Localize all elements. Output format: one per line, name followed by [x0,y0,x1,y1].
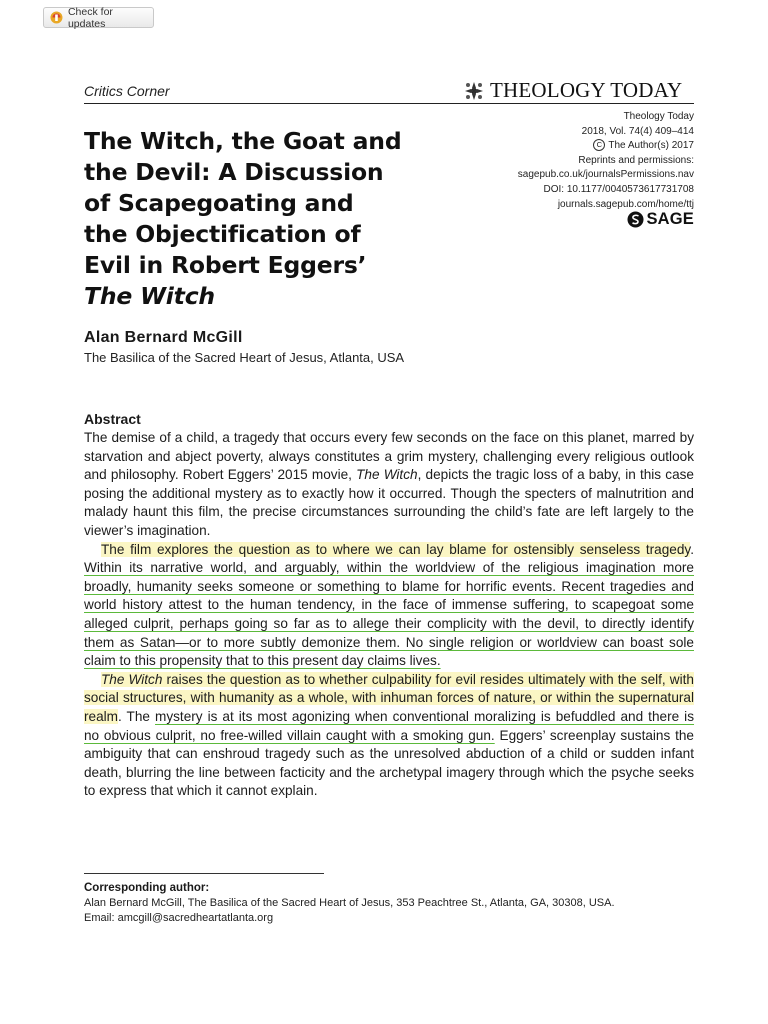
title-line: of Scapegoating and [84,189,354,217]
abstract-text: The demise of a child, a tragedy that occurs every few seconds on the face on this planet, marred by starvation and abject poverty, always constitutes a grim mystery, challenging every religious outlook and philosophy. Robert Eggers’ 2015 movie, [84,430,694,483]
meta-volume: 2018, Vol. 74(4) 409–414 [581,125,694,137]
abstract-text: raises the question as to whether culpability for evil resides ultimately with the self, with social structures, with humanity as a whole, with inhuman forces of nature, or within the supernatural realm [84,671,694,724]
footnote-rule [84,873,324,874]
author-name: Alan Bernard McGill [84,329,243,346]
meta-doi[interactable]: DOI: 10.1177/0040573617731708 [543,183,694,195]
article-meta [518,110,694,212]
sage-emblem-icon [627,211,644,228]
abstract-paragraph [84,541,694,671]
title-line: Evil in Robert Eggers’ [84,251,367,279]
abstract-italic: The Witch [356,467,418,483]
title-italic-line: The Witch [84,282,215,310]
abstract-paragraph [84,429,694,541]
meta-journal: Theology Today [623,111,694,122]
footnote-address: Alan Bernard McGill, The Basilica of the Sacred Heart of Jesus, 353 Peachtree St., Atlanta, GA, 30308, USA. [84,897,615,909]
highlighted-text: The film explores the question as to where we can lay blame for ostensibly senseless tragedy [101,541,691,557]
abstract-heading: Abstract [84,411,141,427]
footnote-heading: Corresponding author: [84,882,210,894]
meta-reprints: Reprints and permissions: [578,154,694,166]
section-label: Critics Corner [84,83,170,99]
abstract-italic: The Witch [101,671,163,687]
abstract-body [84,429,694,801]
meta-reprints-link[interactable]: sagepub.co.uk/journalsPermissions.nav [517,169,694,181]
abstract-paragraph [84,671,694,801]
copyright-icon: C [593,139,605,151]
footnote-body [84,896,694,926]
author-affiliation: The Basilica of the Sacred Heart of Jesus, Atlanta, USA [84,350,405,365]
publisher-logo [627,210,694,229]
underlined-text: mystery is at its most agonizing when conventional moralizing is befuddled and there is no obvious culprit, no free-willed villain caught with a smoking gun. [84,708,695,743]
abstract-text: , depicts the tragic loss of a baby, in this case posing the additional mystery as to exactly how it occurred. Though the specters of malnutrition and malady haunt this film, the precise circumstances surrounding the child’s fate are left largely to the viewer’s imagination. [84,467,694,538]
check-for-updates-button[interactable] [43,7,154,28]
title-line: the Devil: A Discussion [84,158,384,186]
title-line: the Objectification of [84,220,361,248]
crossmark-icon [50,11,63,24]
journal-logo[interactable] [464,78,682,103]
meta-journal-link[interactable]: journals.sagepub.com/home/ttj [557,198,694,210]
abstract-text: Eggers’ screenplay sustains the ambiguity that can enshroud tragedy such as the unresolved abduction of a child or sudden infant death, blurring the line between facticity and the archetypal imagery through which the psyche seeks to express that which it cannot explain. [84,727,694,799]
publisher-name: SAGE [646,210,694,228]
check-for-updates-label: Check for updates [67,5,113,30]
title-line: The Witch, the Goat and [84,127,402,155]
footnote-email[interactable]: Email: amcgill@sacredheartatlanta.org [84,912,274,924]
article-title [84,126,484,312]
meta-copyright-row [518,139,694,154]
journal-name: THEOLOGY TODAY [490,78,683,102]
abstract-text: . The [118,708,155,724]
meta-copyright: The Author(s) 2017 [608,140,694,152]
abstract-text: . [690,541,694,557]
journal-emblem-icon [464,81,484,101]
underlined-text: Within its narrative world, and arguably, within the worldview of the religious imagination more broadly, humanity seeks someone or something to blame for horrific events. Recent tragedies and world history attest to the human tendency, in the face of immense suffering, to scapegoat some alleged culprit, perhaps going so far as to allege their complicity with the devil, to directly identify them as Satan—or to more subtly demonize them. No single religion or worldview can boast sole claim to this propensity that to this present day claims lives. [84,560,694,669]
header-rule [84,103,694,104]
